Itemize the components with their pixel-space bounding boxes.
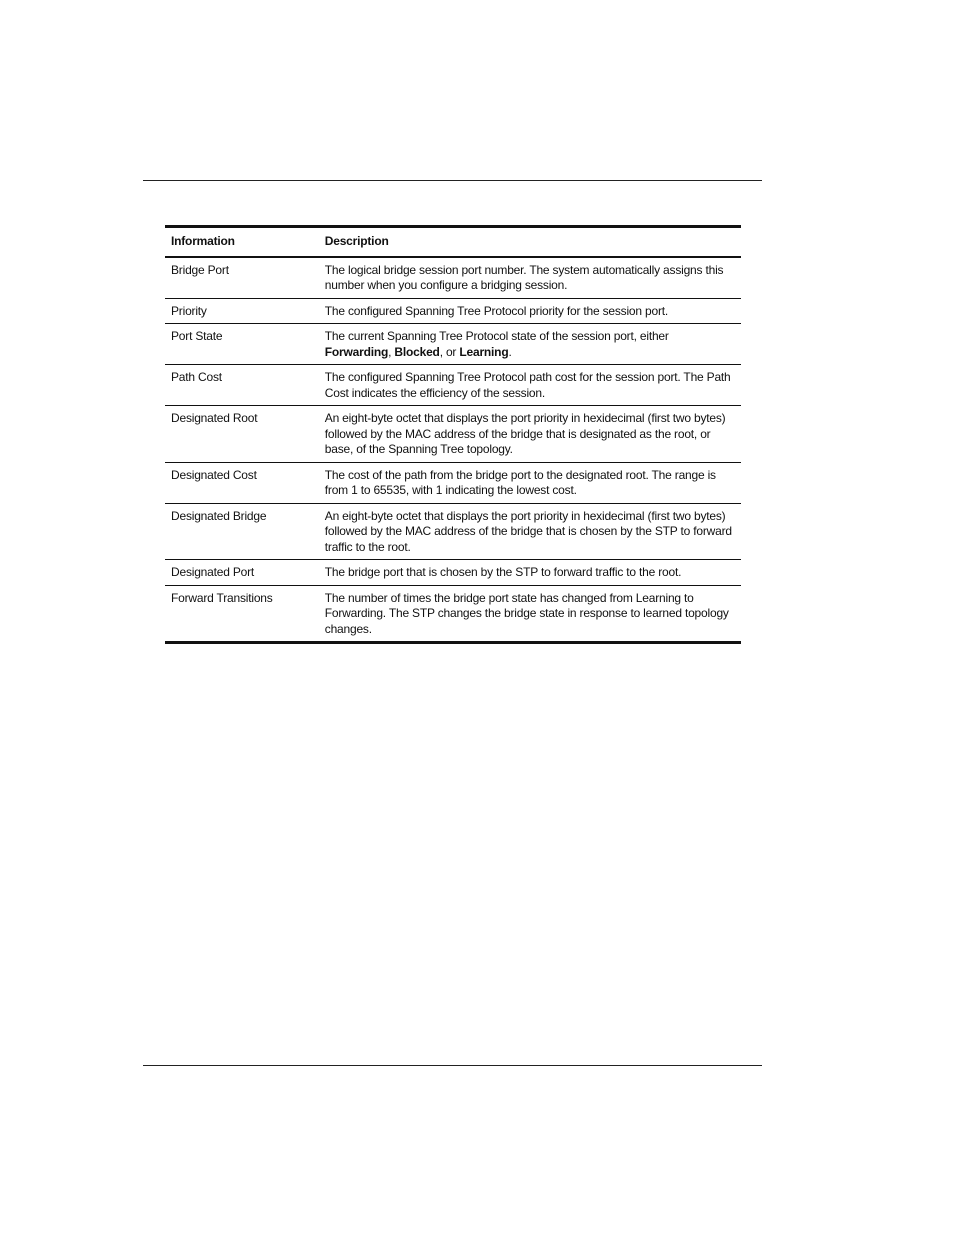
separator: , xyxy=(388,344,395,359)
row-name: Forward Transitions xyxy=(171,590,273,605)
table-row xyxy=(165,365,741,406)
table-row xyxy=(165,406,741,463)
state-blocked: Blocked xyxy=(394,344,440,359)
table-row xyxy=(165,560,741,586)
row-name: Port State xyxy=(171,329,223,343)
separator: , or xyxy=(439,344,460,359)
table-row xyxy=(165,324,741,365)
footer-rule xyxy=(143,1065,762,1066)
row-name: Designated Root xyxy=(171,411,258,425)
row-description: The bridge port that is chosen by the STP to forward traffic to the root. xyxy=(324,565,682,579)
bridge-port-info-table xyxy=(165,225,741,644)
row-description: The cost of the path from the bridge port to the designated root. The range is from 1 to 65535, with 1 indicating the lowest cost. xyxy=(324,467,716,497)
row-description: The configured Spanning Tree Protocol path cost for the session port. The Path Cost indicates the efficiency of the session. xyxy=(324,370,731,400)
row-description: The configured Spanning Tree Protocol priority for the session port. xyxy=(324,303,669,318)
table-header xyxy=(165,227,741,257)
row-name: Bridge Port xyxy=(171,262,229,277)
table-header-row xyxy=(165,227,741,257)
header-rule xyxy=(143,180,762,181)
description-text: The current Spanning Tree Protocol state of the session port, either xyxy=(324,329,669,343)
row-description xyxy=(319,324,741,365)
row-name: Designated Cost xyxy=(171,467,257,482)
table-row xyxy=(165,503,741,560)
state-learning: Learning xyxy=(459,344,509,359)
table-row xyxy=(165,298,741,324)
description-suffix: . xyxy=(508,344,512,359)
row-name: Designated Port xyxy=(171,565,255,579)
row-description: An eight-byte octet that displays the port priority in hexidecimal (first two bytes) followed by the MAC address of the bridge that is designated as the root, or base, of the Spanning Tree topology. xyxy=(324,411,726,456)
row-description: The number of times the bridge port state has changed from Learning to Forwarding. The STP changes the bridge state in response to learned topology changes. xyxy=(324,590,729,636)
row-description: The logical bridge session port number. The system automatically assigns this number when you configure a bridging session. xyxy=(324,262,724,292)
column-header-description: Description xyxy=(324,234,389,248)
row-description: An eight-byte octet that displays the port priority in hexidecimal (first two bytes) followed by the MAC address of the bridge that is chosen by the STP to forward traffic to the root. xyxy=(324,508,732,554)
table-row xyxy=(165,257,741,299)
state-forwarding: Forwarding xyxy=(324,344,389,359)
column-header-information: Information xyxy=(171,234,235,248)
table-body xyxy=(165,257,741,643)
table-row xyxy=(165,585,741,643)
row-name: Path Cost xyxy=(171,370,222,384)
row-name: Designated Bridge xyxy=(171,508,267,523)
row-name: Priority xyxy=(171,303,207,318)
table-row xyxy=(165,462,741,503)
